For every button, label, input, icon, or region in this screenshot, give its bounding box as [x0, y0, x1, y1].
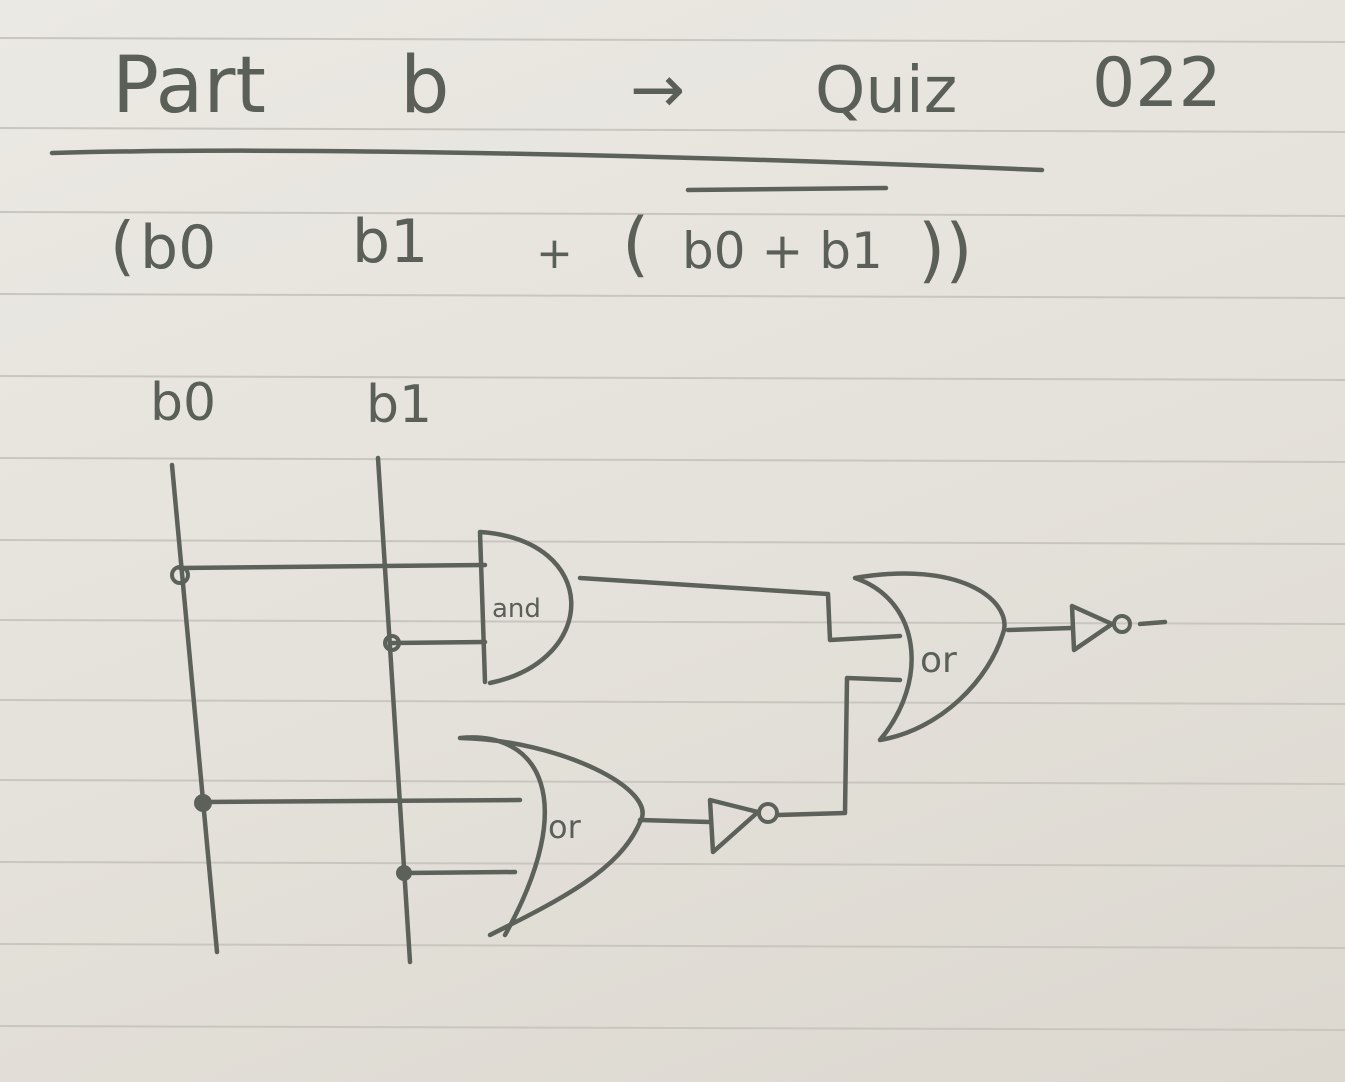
wire-b0-to-and	[180, 565, 485, 568]
wire-not-to-final-or	[778, 678, 900, 815]
title-underline	[52, 151, 1042, 170]
expr-term-b1: b1	[352, 207, 429, 277]
expr-close-parens: ))	[918, 209, 973, 291]
not-gate-lower-bubble	[759, 804, 777, 822]
ruled-lines	[0, 38, 1345, 1030]
wire-b1-to-and	[392, 642, 485, 643]
and-gate-label: and	[492, 594, 541, 624]
expr-plus: +	[536, 228, 573, 279]
title-part: Part	[112, 41, 266, 131]
wire-and-to-final-or	[580, 578, 900, 640]
title-letter: b	[400, 41, 450, 131]
title-arrow: →	[630, 51, 686, 128]
not-gate-lower	[710, 800, 758, 852]
input-wire-b0	[172, 465, 217, 952]
output-wire	[1140, 622, 1165, 624]
expr-group-open: (	[622, 203, 650, 285]
expr-open-paren: (	[110, 210, 135, 284]
wire-or-to-not	[640, 820, 710, 822]
boolean-expression	[110, 188, 973, 291]
title-quiz: Quiz	[815, 54, 958, 128]
title-number: 022	[1092, 44, 1222, 123]
not-gate-final	[1072, 606, 1112, 650]
or-gate-lower-label: or	[548, 808, 581, 846]
input-label-b0: b0	[150, 373, 217, 433]
wire-b1-to-or	[404, 872, 515, 873]
wire-b0-to-or	[203, 800, 520, 802]
wire-final-or-to-not	[1008, 628, 1072, 630]
expr-negated-sum: b0 + b1	[682, 222, 883, 280]
input-label-b1: b1	[366, 375, 433, 435]
title	[112, 41, 1222, 131]
input-wire-b1	[378, 458, 410, 962]
expr-negation-bar	[688, 188, 886, 190]
expr-term-b0: b0	[140, 213, 217, 283]
or-gate-final-label: or	[920, 640, 957, 681]
